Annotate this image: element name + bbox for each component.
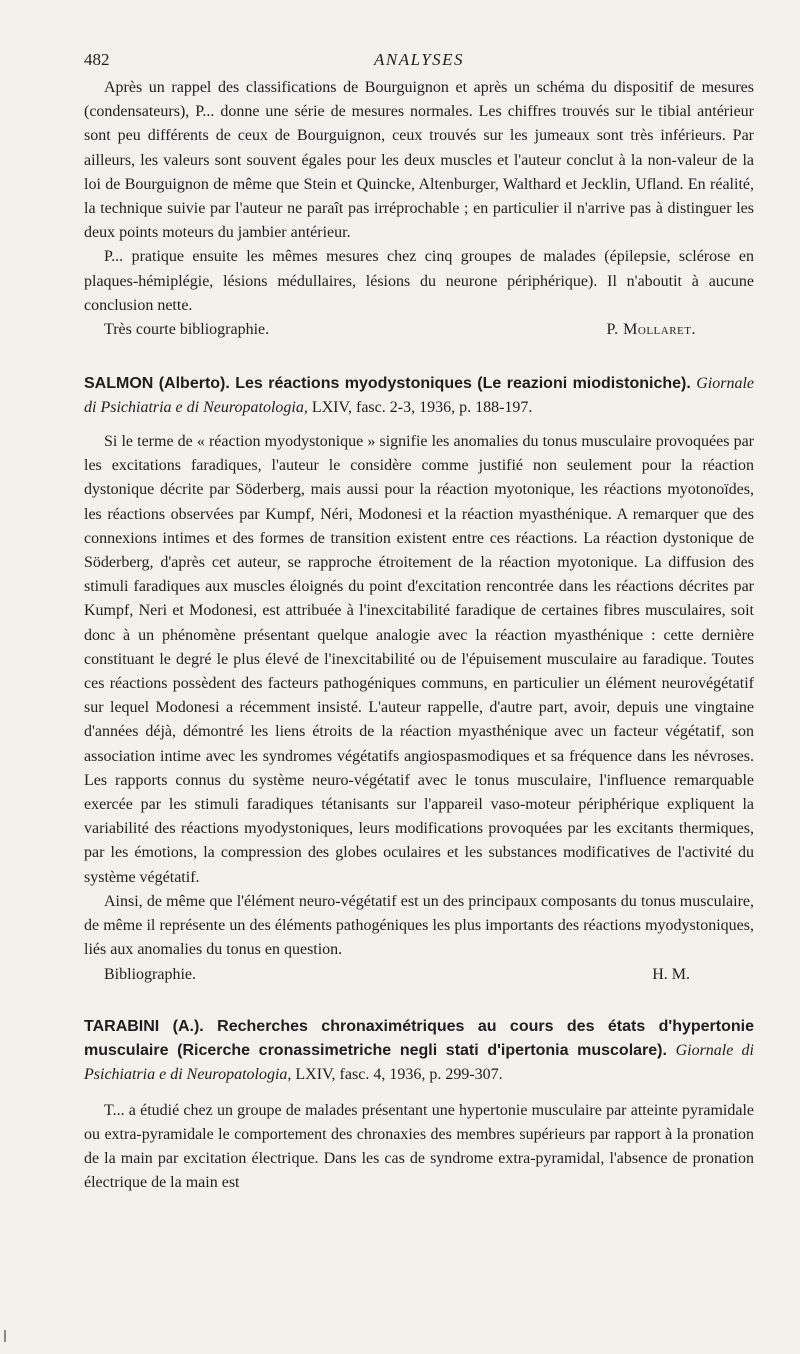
bibliography-note: Très courte bibliographie. (104, 321, 270, 339)
article-author: TARABINI (A.). (84, 1017, 204, 1035)
reviewer-signature: H. M. (652, 965, 690, 983)
article-heading (84, 372, 754, 420)
article-heading (84, 1015, 754, 1087)
page-header (84, 50, 754, 76)
review-mollaret (84, 76, 754, 342)
paragraph: P... pratique ensuite les mêmes mesures chez cinq groupes de malades (épilepsie, sclérose en plaques-hémiplégie, lésions médullaires, lésions du neurone périphérique). Il n'aboutit à aucune conclusion nette. (84, 248, 754, 314)
reviewer-signature: P. Mollaret. (606, 321, 696, 339)
scan-mark (4, 1330, 6, 1342)
paragraph: Après un rappel des classifications de Bourguignon et après un schéma du dispositif de mesures (condensateurs), P... donne une série de mesures normales. Les chiffres trouvés sur le tibial antérieur sont peu différents de ceux de Bourguignon, ceux trouvés sur les jumeaux sont très inférieurs. Par ailleurs, les valeurs sont souvent égales pour les deux muscles et l'auteur conclut à la non-valeur de la loi de Bourguignon de même que Stein et Quincke, Altenburger, Walthard et Jecklin, Ufland. En réalité, la technique suivie par l'auteur ne paraît pas irréprochable ; en particulier il n'arrive pas à distinguer les deux points moteurs du jambier antérieur. (84, 79, 754, 242)
journal-citation: LXIV, fasc. 4, 1936, p. 299-307. (295, 1065, 503, 1083)
bibliography-line (84, 963, 754, 987)
paragraph: Ainsi, de même que l'élément neuro-végétatif est un des principaux composants du tonus musculaire, de même il représente un des éléments pathogéniques les plus importants des réactions myodystoniques, liés aux anomalies du tonus en question. (84, 892, 754, 959)
article-salmon (84, 372, 754, 986)
paragraph: T... a étudié chez un groupe de malades présentant une hypertonie musculaire par atteinte pyramidale ou extra-pyramidale le comportement des chronaxies des membres supérieurs par rapport à la pronation de la main par excitation électrique. Dans les cas de syndrome extra-pyramidal, l'absence de pronation électrique de la main est (84, 1101, 754, 1192)
journal-name: Giornale di Psichiatria e di Neuropatologia, (84, 1041, 754, 1083)
article-title: Les réactions myodystoniques (Le reazioni miodistoniche). (235, 375, 691, 393)
running-title: ANALYSES (373, 50, 465, 69)
page-number: 482 (84, 50, 110, 69)
journal-citation: LXIV, fasc. 2-3, 1936, p. 188-197. (311, 399, 533, 417)
article-title: Recherches chronaximétriques au cours des états d'hypertonie musculaire (Ricerche cronassimetriche negli stati d'ipertonia muscolare). (84, 1017, 755, 1059)
page-content (84, 50, 754, 1195)
article-tarabini (84, 1015, 754, 1196)
paragraph: Si le terme de « réaction myodystonique » signifie les anomalies du tonus musculaire provoquées par les excitations faradiques, l'auteur le considère comme justifié non seulement pour la réaction dystonique décrite par Söderberg, mais aussi pour la réaction myotonique, les réactions myotonoïdes, les réactions observées par Kumpf, Néri, Modonesi et la réaction myasthénique. A remarquer que des connexions intimes et des formes de transition existent entre ces réactions. La réaction dystonique de Söderberg, d'après cet auteur, se rapproche étroitement de la réaction myotonique. La diffusion des stimuli faradiques aux muscles éloignés du point d'excitation rencontrée dans les réactions décrites par Kumpf, Neri et Modonesi, est attribuée à l'inexcitabilité faradique de certaines fibres musculaires, soit donc à un phénomène présentant quelque analogie avec la réaction myasthénique : cette dernière constituant le degré le plus élevé de l'inexcitabilité ou de l'épuisement musculaire au faradique. Toutes ces réactions possèdent des facteurs pathogéniques communs, en particulier un élément neurovégétatif sur lequel Modonesi a récemment insisté. L'auteur rappelle, d'autre part, avoir, depuis une vingtaine d'années déjà, démontré les liens étroits de la réaction myasthénique avec un facteur végétatif, son association intime avec les syndromes végétatifs angiospasmodiques et sa fréquence dans les névroses. Les rapports connus du système neuro-végétatif avec le tonus musculaire, l'influence remarquable exercée par les stimuli faradiques tétanisants sur l'appareil vaso-moteur périphérique expliquent la variabilité des réactions myodystoniques, leurs modifications provoquées par les excitants thermiques, par les émotions, la compression des globes oculaires et les substances modificatives de l'activité du système végétatif. (84, 433, 754, 886)
journal-name: Giornale di Psichiatria e di Neuropatologia, (84, 375, 754, 417)
bibliography-note: Bibliographie. (104, 965, 196, 983)
article-author: SALMON (Alberto). (84, 375, 230, 393)
bibliography-line (84, 318, 754, 342)
